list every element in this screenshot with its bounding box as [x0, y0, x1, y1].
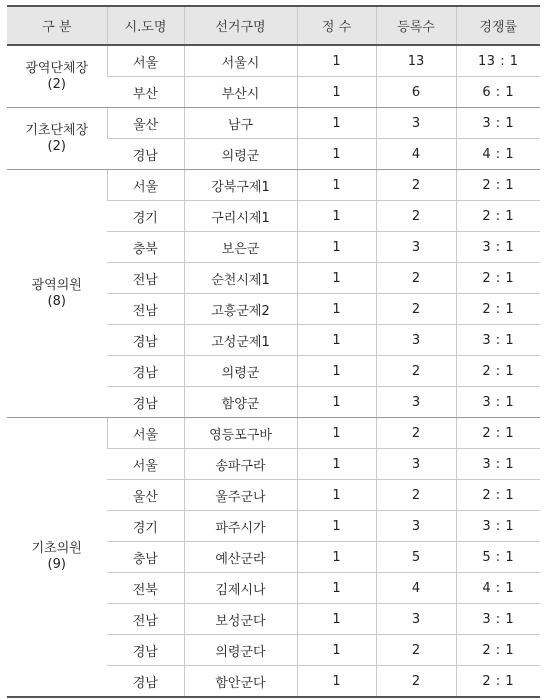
- cell-ratio: 2 : 1: [456, 356, 540, 387]
- header-seats: 정 수: [297, 6, 376, 45]
- election-competition-table: [7, 5, 540, 698]
- election-table-container: [7, 5, 540, 698]
- cell-registered: 3: [376, 449, 456, 480]
- cell-district: 의령군: [184, 356, 297, 387]
- cell-district: 함안군다: [184, 666, 297, 698]
- cell-seats: 1: [297, 356, 376, 387]
- cell-registered: 2: [376, 480, 456, 511]
- cell-sido: 서울: [107, 170, 184, 201]
- cell-seats: 1: [297, 449, 376, 480]
- category-cell: [7, 170, 107, 418]
- cell-sido: 경남: [107, 635, 184, 666]
- cell-district: 고성군제1: [184, 325, 297, 356]
- cell-ratio: 4 : 1: [456, 139, 540, 170]
- cell-seats: 1: [297, 666, 376, 698]
- cell-registered: 2: [376, 635, 456, 666]
- cell-registered: 4: [376, 139, 456, 170]
- cell-district: 영등포구바: [184, 418, 297, 449]
- cell-sido: 서울: [107, 449, 184, 480]
- table-row: [7, 170, 540, 201]
- cell-ratio: 3 : 1: [456, 511, 540, 542]
- cell-seats: 1: [297, 232, 376, 263]
- cell-ratio: 2 : 1: [456, 418, 540, 449]
- category-label: 기초단체장: [25, 122, 89, 138]
- cell-district: 부산시: [184, 77, 297, 108]
- category-label: 광역단체장: [25, 60, 89, 76]
- cell-district: 파주시가: [184, 511, 297, 542]
- table-header: [7, 6, 540, 45]
- cell-sido: 전남: [107, 294, 184, 325]
- category-cell: [7, 418, 107, 698]
- cell-sido: 부산: [107, 77, 184, 108]
- cell-ratio: 3 : 1: [456, 449, 540, 480]
- cell-ratio: 2 : 1: [456, 666, 540, 698]
- cell-registered: 3: [376, 511, 456, 542]
- category-cell: [7, 45, 107, 108]
- cell-district: 고흥군제2: [184, 294, 297, 325]
- table-body: [7, 45, 540, 697]
- cell-registered: 2: [376, 294, 456, 325]
- cell-ratio: 3 : 1: [456, 232, 540, 263]
- cell-seats: 1: [297, 387, 376, 418]
- header-registered: 등록수: [376, 6, 456, 45]
- cell-district: 순천시제1: [184, 263, 297, 294]
- table-row: [7, 418, 540, 449]
- cell-ratio: 13 : 1: [456, 45, 540, 77]
- cell-registered: 2: [376, 356, 456, 387]
- cell-ratio: 4 : 1: [456, 573, 540, 604]
- cell-seats: 1: [297, 573, 376, 604]
- header-sido: 시.도명: [107, 6, 184, 45]
- cell-registered: 2: [376, 170, 456, 201]
- cell-seats: 1: [297, 263, 376, 294]
- cell-seats: 1: [297, 542, 376, 573]
- header-row: [7, 6, 540, 45]
- cell-seats: 1: [297, 511, 376, 542]
- cell-registered: 3: [376, 387, 456, 418]
- cell-sido: 전남: [107, 604, 184, 635]
- cell-seats: 1: [297, 139, 376, 170]
- cell-seats: 1: [297, 170, 376, 201]
- table-row: [7, 45, 540, 77]
- cell-ratio: 2 : 1: [456, 201, 540, 232]
- cell-district: 예산군라: [184, 542, 297, 573]
- cell-ratio: 3 : 1: [456, 325, 540, 356]
- cell-sido: 경남: [107, 387, 184, 418]
- cell-ratio: 3 : 1: [456, 604, 540, 635]
- cell-registered: 6: [376, 77, 456, 108]
- cell-ratio: 3 : 1: [456, 108, 540, 139]
- cell-district: 구리시제1: [184, 201, 297, 232]
- cell-district: 의령군: [184, 139, 297, 170]
- cell-ratio: 3 : 1: [456, 387, 540, 418]
- category-count: (2): [47, 138, 66, 154]
- category-cell: [7, 108, 107, 170]
- cell-ratio: 2 : 1: [456, 635, 540, 666]
- cell-seats: 1: [297, 418, 376, 449]
- category-count: (2): [47, 76, 66, 92]
- category-label: 광역의원: [31, 277, 82, 293]
- cell-ratio: 2 : 1: [456, 170, 540, 201]
- cell-ratio: 6 : 1: [456, 77, 540, 108]
- cell-ratio: 2 : 1: [456, 294, 540, 325]
- cell-seats: 1: [297, 294, 376, 325]
- category-count: (8): [47, 293, 66, 309]
- cell-district: 서울시: [184, 45, 297, 77]
- category-count: (9): [47, 557, 66, 572]
- cell-sido: 경남: [107, 356, 184, 387]
- category-label: 기초의원: [31, 541, 82, 556]
- cell-registered: 13: [376, 45, 456, 77]
- cell-seats: 1: [297, 480, 376, 511]
- cell-sido: 충북: [107, 232, 184, 263]
- cell-seats: 1: [297, 325, 376, 356]
- cell-registered: 2: [376, 201, 456, 232]
- cell-sido: 서울: [107, 418, 184, 449]
- cell-registered: 5: [376, 542, 456, 573]
- header-category: 구 분: [7, 6, 107, 45]
- cell-registered: 2: [376, 666, 456, 698]
- cell-seats: 1: [297, 77, 376, 108]
- cell-district: 송파구라: [184, 449, 297, 480]
- cell-district: 보은군: [184, 232, 297, 263]
- cell-seats: 1: [297, 604, 376, 635]
- cell-registered: 3: [376, 325, 456, 356]
- cell-ratio: 2 : 1: [456, 263, 540, 294]
- cell-sido: 울산: [107, 480, 184, 511]
- cell-seats: 1: [297, 108, 376, 139]
- cell-registered: 3: [376, 108, 456, 139]
- cell-sido: 서울: [107, 45, 184, 77]
- cell-registered: 3: [376, 604, 456, 635]
- cell-sido: 경기: [107, 201, 184, 232]
- cell-district: 의령군다: [184, 635, 297, 666]
- table-row: [7, 108, 540, 139]
- cell-ratio: 2 : 1: [456, 480, 540, 511]
- header-district: 선거구명: [184, 6, 297, 45]
- cell-district: 김제시나: [184, 573, 297, 604]
- cell-registered: 3: [376, 232, 456, 263]
- cell-sido: 충남: [107, 542, 184, 573]
- cell-registered: 2: [376, 418, 456, 449]
- cell-sido: 경남: [107, 139, 184, 170]
- cell-registered: 2: [376, 263, 456, 294]
- cell-district: 함양군: [184, 387, 297, 418]
- cell-sido: 경남: [107, 666, 184, 698]
- cell-registered: 4: [376, 573, 456, 604]
- cell-sido: 경기: [107, 511, 184, 542]
- cell-sido: 울산: [107, 108, 184, 139]
- cell-seats: 1: [297, 635, 376, 666]
- cell-sido: 전남: [107, 263, 184, 294]
- cell-seats: 1: [297, 45, 376, 77]
- cell-seats: 1: [297, 201, 376, 232]
- cell-sido: 경남: [107, 325, 184, 356]
- cell-sido: 전북: [107, 573, 184, 604]
- cell-district: 남구: [184, 108, 297, 139]
- cell-ratio: 5 : 1: [456, 542, 540, 573]
- header-ratio: 경쟁률: [456, 6, 540, 45]
- cell-district: 보성군다: [184, 604, 297, 635]
- cell-district: 울주군나: [184, 480, 297, 511]
- cell-district: 강북구제1: [184, 170, 297, 201]
